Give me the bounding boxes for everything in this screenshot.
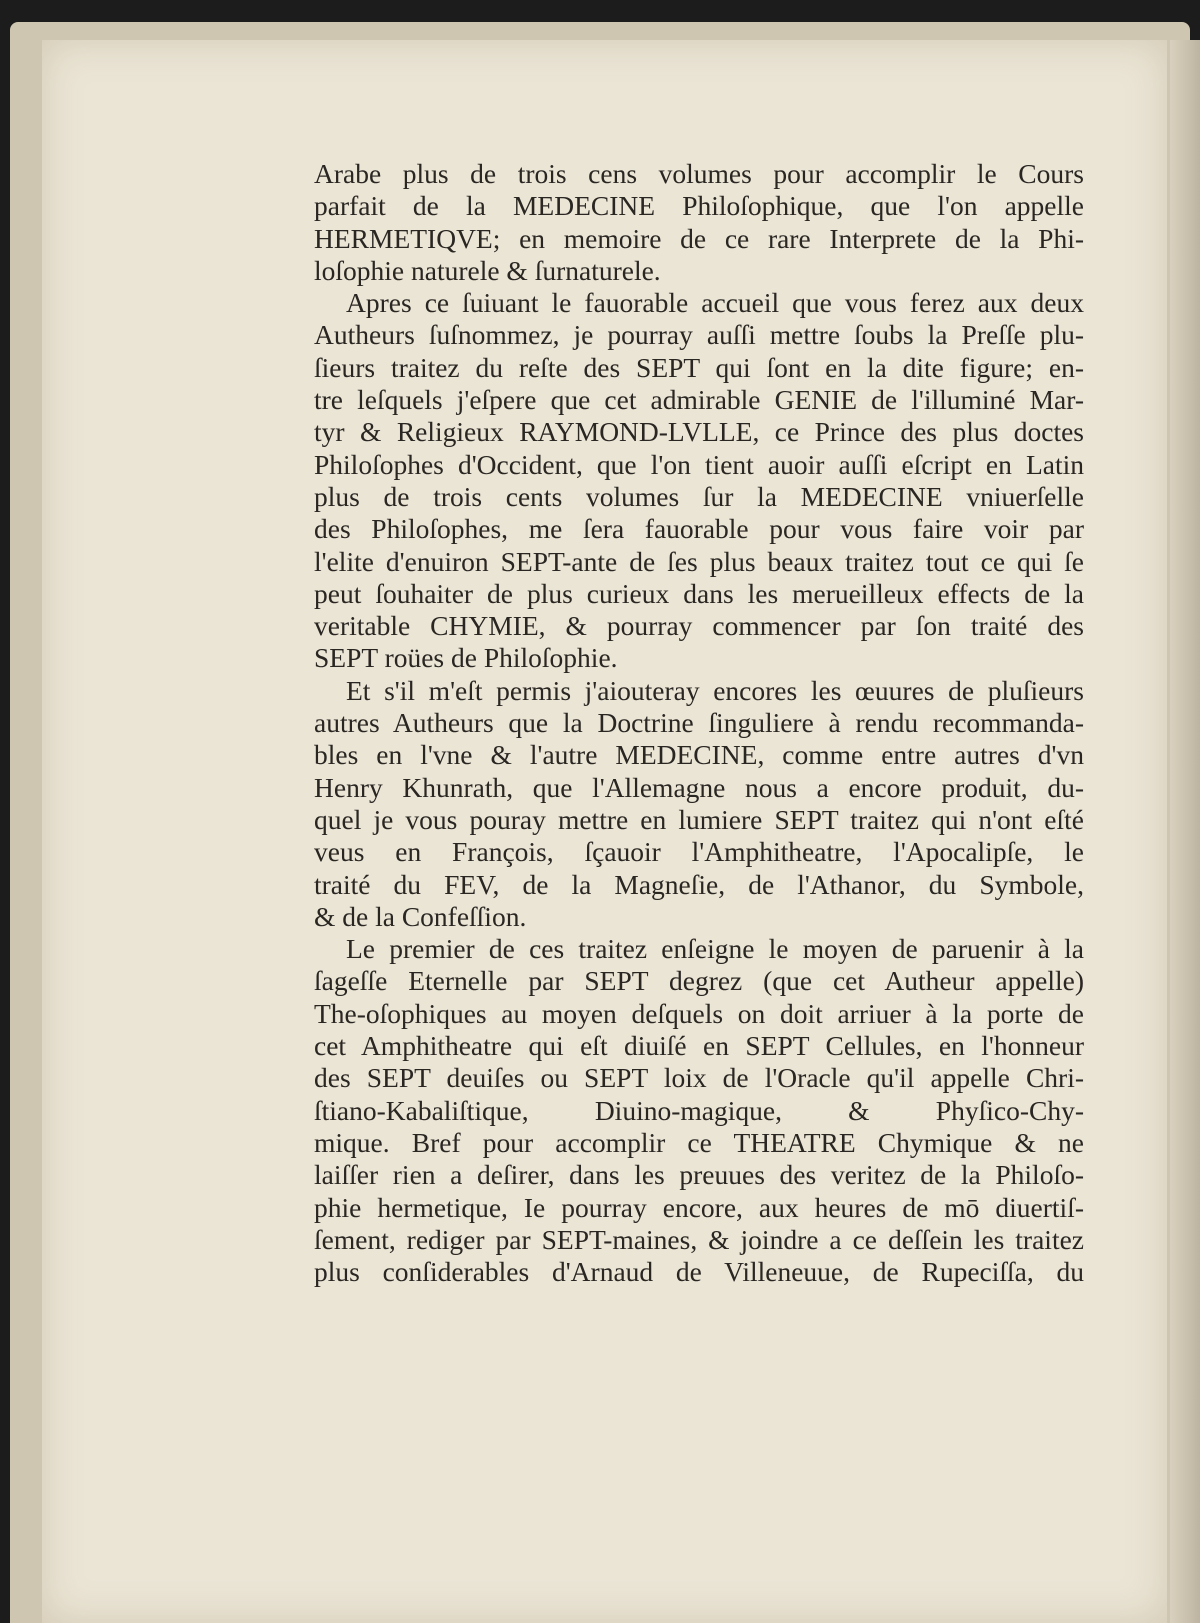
- text-line: loſophie naturele & ſurnaturele.: [314, 254, 661, 286]
- body-text: [314, 158, 1084, 1288]
- text-line: des SEPT deuiſes ou SEPT loix de l'Oracle qu'il appelle Chri-: [314, 1062, 1084, 1094]
- text-line: tre leſquels j'eſpere que cet admirable GENIE de l'illuminé Mar-: [314, 384, 1084, 416]
- text-line: l'elite d'enuiron SEPT-ante de ſes plus beaux traitez tout ce qui ſe: [314, 545, 1084, 577]
- text-line: Apres ce ſuiuant le fauorable accueil que vous ferez aux deux: [346, 287, 1084, 319]
- text-line: ſtiano-Kabaliſtique, Diuino-magique, & Phyſico-Chy-: [314, 1094, 1084, 1126]
- book-page: [42, 40, 1167, 1623]
- text-line: Henry Khunrath, que l'Allemagne nous a encore produit, du-: [314, 771, 1084, 803]
- text-line: tyr & Religieux RAYMOND-LVLLE, ce Prince des plus doctes: [314, 416, 1084, 448]
- text-line: veus en François, ſçauoir l'Amphitheatre, l'Apocalipſe, le: [314, 836, 1084, 868]
- text-line: peut ſouhaiter de plus curieux dans les merueilleux effects de la: [314, 577, 1084, 609]
- text-line: ſageſſe Eternelle par SEPT degrez (que cet Autheur appelle): [314, 965, 1084, 997]
- text-line: veritable CHYMIE, & pourray commencer par ſon traité des: [314, 610, 1084, 642]
- text-line: ſieurs traitez du reſte des SEPT qui ſont en la dite figure; en-: [314, 351, 1084, 383]
- text-line: autres Autheurs que la Doctrine ſinguliere à rendu recommanda-: [314, 707, 1084, 739]
- text-line: quel je vous pouray mettre en lumiere SEPT traitez qui n'ont eſté: [314, 803, 1084, 835]
- text-line: SEPT roües de Philoſophie.: [314, 642, 618, 674]
- text-line: The-oſophiques au moyen deſquels on doit arriuer à la porte de: [314, 997, 1084, 1029]
- text-line: Philoſophes d'Occident, que l'on tient auoir auſſi eſcript en Latin: [314, 448, 1084, 480]
- text-line: mique. Bref pour accomplir ce THEATRE Chymique & ne: [314, 1126, 1084, 1158]
- text-line: Le premier de ces traitez enſeigne le moyen de paruenir à la: [346, 933, 1084, 965]
- text-line: plus conſiderables d'Arnaud de Villeneuue, de Rupeciſſa, du: [314, 1256, 1084, 1288]
- text-line: des Philoſophes, me ſera fauorable pour vous faire voir par: [314, 513, 1084, 545]
- page-stack-edge: [1170, 40, 1200, 1623]
- text-line: & de la Confeſſion.: [314, 900, 527, 932]
- text-line: HERMETIQVE; en memoire de ce rare Interprete de la Phi-: [314, 222, 1084, 254]
- text-line: cet Amphitheatre qui eſt diuiſé en SEPT Cellules, en l'honneur: [314, 1030, 1084, 1062]
- text-line: bles en l'vne & l'autre MEDECINE, comme entre autres d'vn: [314, 739, 1084, 771]
- text-line: parfait de la MEDECINE Philoſophique, que l'on appelle: [314, 190, 1084, 222]
- text-line: Arabe plus de trois cens volumes pour accomplir le Cours: [314, 158, 1084, 189]
- text-line: plus de trois cents volumes ſur la MEDECINE vniuerſelle: [314, 480, 1084, 512]
- text-line: Autheurs ſuſnommez, je pourray auſſi mettre ſoubs la Preſſe plu-: [314, 319, 1084, 351]
- text-line: Et s'il m'eſt permis j'aiouteray encores les œuures de pluſieurs: [346, 674, 1084, 706]
- text-line: laiſſer rien a deſirer, dans les preuues des veritez de la Philoſo-: [314, 1159, 1084, 1191]
- text-line: ſement, rediger par SEPT-maines, & joindre a ce deſſein les traitez: [314, 1223, 1084, 1255]
- text-line: phie hermetique, Ie pourray encore, aux heures de mō diuertiſ-: [314, 1191, 1084, 1223]
- text-line: traité du FEV, de la Magneſie, de l'Athanor, du Symbole,: [314, 868, 1084, 900]
